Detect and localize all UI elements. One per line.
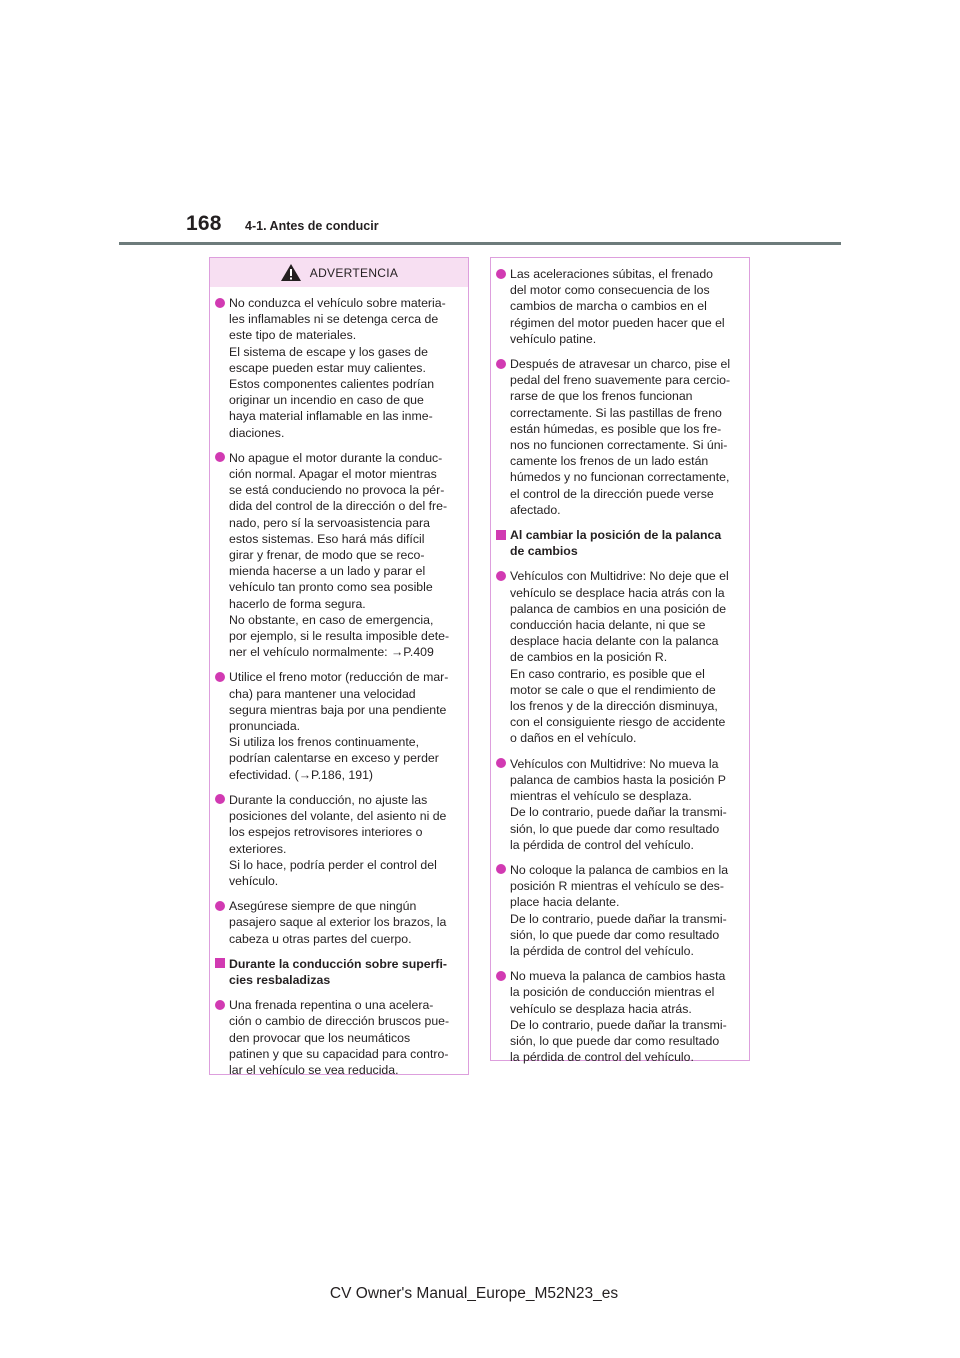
subheading	[215, 956, 460, 988]
item-text: Al cambiar la posición de la palanca de cambios	[510, 528, 722, 559]
bullet-icon	[496, 359, 506, 369]
bullet-icon	[215, 794, 225, 804]
item-text: No mueva la palanca de cambios hasta la posición de conducción mientras el vehículo se desplaza hacia atrás. De lo contrario, puede dañar la transmi- sión, lo que puede dar como resultado la pérdida de control del vehículo.	[510, 969, 727, 1065]
list-item	[496, 356, 741, 518]
item-text: Vehículos con Multidrive: No mueva la palanca de cambios hasta la posición P mientras el vehículo se desplaza. De lo contrario, puede dañar la transmi- sión, lo que puede dar como resultado la pérdida de control del vehículo.	[510, 756, 727, 852]
item-text: No conduzca el vehículo sobre materia- les inflamables ni se detenga cerca de este tipo de materiales. El sistema de escape y los gases de escape pueden estar muy calientes. Estos componentes calientes podrían originar un incendio en caso de que haya material inflamable en las inme- diaciones.	[229, 296, 446, 440]
square-bullet-icon	[215, 958, 225, 968]
warning-box-left	[209, 257, 469, 1075]
item-text: Asegúrese siempre de que ningún pasajero saque al exterior los brazos, la cabeza u otras partes del cuerpo.	[229, 899, 447, 946]
page-number: 168	[186, 212, 222, 235]
list-item	[496, 568, 741, 746]
footer	[0, 1285, 960, 1303]
list-item	[215, 792, 460, 889]
list-item	[496, 266, 741, 347]
warning-title: ADVERTENCIA	[309, 265, 399, 280]
bullet-icon	[496, 758, 506, 768]
warning-header	[210, 258, 468, 287]
header-rule	[119, 242, 841, 245]
item-text: Utilice el freno motor (reducción de mar- cha) para mantener una velocidad segura mientras baja por una pendiente pronunciada. Si utiliza los frenos continuamente, podrían calentarse en exceso y perder efectividad. (→P.186, 191)	[229, 670, 449, 782]
list-item	[496, 862, 741, 959]
item-text: Las aceleraciones súbitas, el frenado del motor como consecuencia de los cambios de marcha o cambios en el régimen del motor pueden hacer que el vehículo patine.	[510, 267, 725, 346]
bullet-icon	[496, 971, 506, 981]
warning-content-left	[210, 287, 468, 1078]
bullet-icon	[215, 901, 225, 911]
bullet-icon	[496, 269, 506, 279]
item-text: Vehículos con Multidrive: No deje que el vehículo se desplace hacia atrás con la palanca de cambios en una posición de conducción hacia delante, ni que se desplace hacia delante con la palanca de cambios en la posición R. En caso contrario, es posible que el motor se cale o que el rendimiento de los frenos y de la dirección disminuya, con el consiguiente riesgo de accidente o daños en el vehículo.	[510, 569, 729, 746]
item-text: No apague el motor durante la conduc- ción normal. Apagar el motor mientras se está conduciendo no provoca la pér- dida del control de la dirección o del fre- nado, pero sí la servoasistencia para estos sistemas. Eso hará más difícil girar y frenar, de modo que se reco- mienda hacerse a un lado y parar el vehículo tan pronto como sea posible hacerlo de forma segura. No obstante, en caso de emergencia, por ejemplo, si le resulta imposible dete- ner el vehículo normalmente: →P.409	[229, 450, 450, 660]
warning-box-right	[490, 257, 750, 1065]
item-text: Durante la conducción sobre superfi- cies resbaladizas	[229, 956, 447, 987]
item-text: No coloque la palanca de cambios en la posición R mientras el vehículo se des- place hacia delante. De lo contrario, puede dañar la transmi- sión, lo que puede dar como resultado la pérdida de control del vehículo.	[510, 862, 729, 958]
list-item	[215, 997, 460, 1078]
list-item	[215, 450, 460, 661]
list-item	[215, 898, 460, 947]
item-text: Después de atravesar un charco, pise el pedal del freno suavemente para cercio- rarse de que los frenos funcionan correctamente. Si las pastillas de freno están húmedas, es posible que los fre- nos no funcionen correctamente. Si úni- camente los frenos de un lado están húmedos y no funcionan correctamente, el control de la dirección puede verse afectado.	[510, 357, 731, 517]
list-item	[215, 295, 460, 441]
bullet-icon	[496, 571, 506, 581]
list-item	[496, 756, 741, 853]
bullet-icon	[215, 452, 225, 462]
square-bullet-icon	[496, 530, 506, 540]
bullet-icon	[496, 864, 506, 874]
list-item	[496, 968, 741, 1065]
footer-text: CV Owner's Manual_Europe_M52N23_es	[329, 1285, 619, 1302]
bullet-icon	[215, 672, 225, 682]
subheading	[496, 527, 741, 559]
warning-content-right	[491, 258, 749, 1065]
bullet-icon	[215, 1000, 225, 1010]
bullet-icon	[215, 298, 225, 308]
section-title: 4-1. Antes de conducir	[245, 219, 379, 233]
item-text: Durante la conducción, no ajuste las posiciones del volante, del asiento ni de los espejos retrovisores interiores o exteriores. Si lo hace, podría perder el control del vehículo.	[229, 792, 447, 888]
warning-triangle-icon	[280, 263, 302, 282]
item-text: Una frenada repentina o una acelera- ción o cambio de dirección bruscos pue- den provocar que los neumáticos patinen y que su capacidad para contro- lar el vehículo se vea reducida.	[229, 998, 450, 1077]
list-item	[215, 669, 460, 782]
